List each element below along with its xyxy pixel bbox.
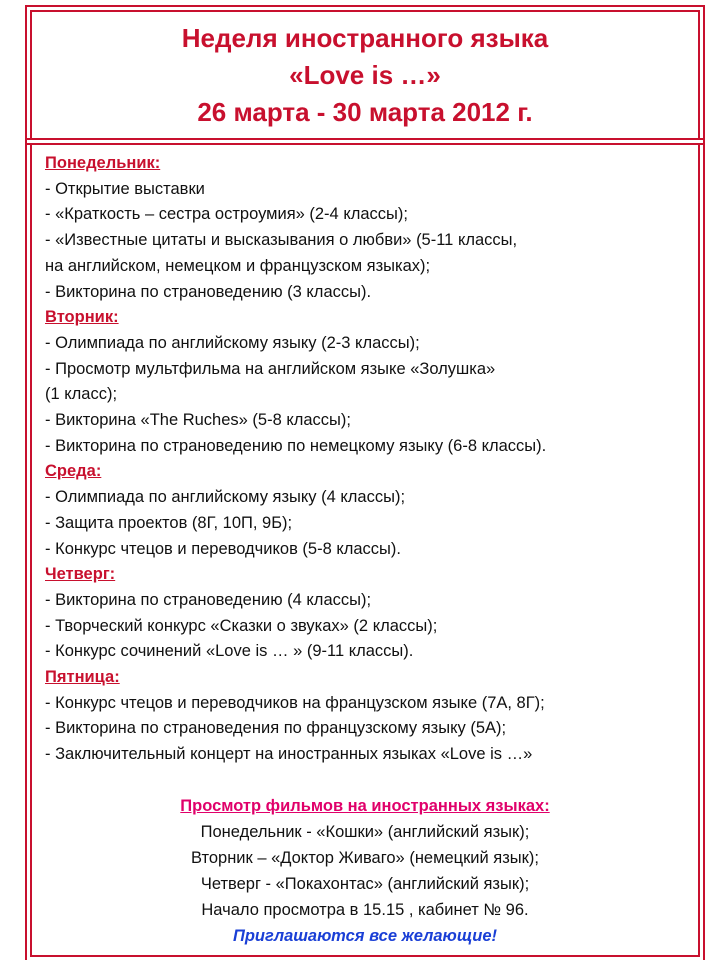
schedule-item: - Конкурс сочинений «Love is … » (9-11 классы).	[45, 642, 414, 661]
schedule-item: - Викторина по страноведению (3 классы).	[45, 282, 372, 301]
film-line: Четверг - «Покахонтас» (английский язык);	[200, 875, 530, 893]
header-box	[30, 10, 700, 140]
schedule-item: - Викторина по страноведению (4 классы);	[45, 590, 372, 609]
film-line: Вторник – «Доктор Живаго» (немецкий язык);	[191, 849, 539, 867]
page-title: Неделя иностранного языка	[181, 22, 549, 53]
schedule-item: - Викторина по страноведению по немецкому языку (6-8 классы).	[45, 436, 547, 455]
schedule	[45, 151, 690, 768]
event-name: «Love is …»	[289, 59, 441, 90]
films-section	[32, 793, 698, 949]
schedule-item: - Открытие выставки	[45, 179, 205, 198]
day-heading: Пятница:	[45, 668, 120, 687]
schedule-item: - «Краткость – сестра остроумия» (2-4 классы);	[45, 205, 408, 224]
day-heading: Четверг:	[45, 565, 116, 584]
schedule-item: - Творческий конкурс «Сказки о звуках» (2 классы);	[45, 616, 438, 635]
day-heading: Среда:	[45, 462, 102, 481]
film-time-line: Начало просмотра в 15.15 , кабинет № 96.	[201, 901, 529, 919]
schedule-item: - Конкурс чтецов и переводчиков на французском языке (7А, 8Г);	[45, 693, 545, 712]
film-line: Понедельник - «Кошки» (английский язык);	[200, 823, 530, 841]
day-heading: Понедельник:	[45, 154, 161, 172]
schedule-item: на английском, немецком и французском языках);	[45, 256, 431, 275]
invite-text: Приглашаются все желающие!	[232, 927, 497, 945]
schedule-item: - Защита проектов (8Г, 10П, 9Б);	[45, 513, 293, 532]
schedule-item: - Заключительный концерт на иностранных языках «Love is …»	[45, 745, 533, 764]
schedule-item: (1 класс);	[45, 385, 118, 404]
schedule-item: - Просмотр мультфильма на английском языке «Золушка»	[45, 359, 496, 378]
event-dates: 26 марта - 30 марта 2012 г.	[197, 96, 533, 127]
schedule-item: - Викторина по страноведения по французскому языку (5А);	[45, 719, 507, 738]
schedule-item: - Олимпиада по английскому языку (2-3 классы);	[45, 333, 420, 352]
schedule-box	[30, 143, 700, 957]
day-heading: Вторник:	[45, 308, 119, 327]
schedule-item: - Викторина «The Ruches» (5-8 классы);	[45, 411, 351, 430]
schedule-item: - «Известные цитаты и высказывания о любви» (5-11 классы,	[45, 231, 518, 250]
schedule-item: - Олимпиада по английскому языку (4 классы);	[45, 488, 406, 507]
schedule-item: - Конкурс чтецов и переводчиков (5-8 классы).	[45, 539, 401, 558]
films-title: Просмотр фильмов на иностранных языках:	[180, 797, 550, 815]
